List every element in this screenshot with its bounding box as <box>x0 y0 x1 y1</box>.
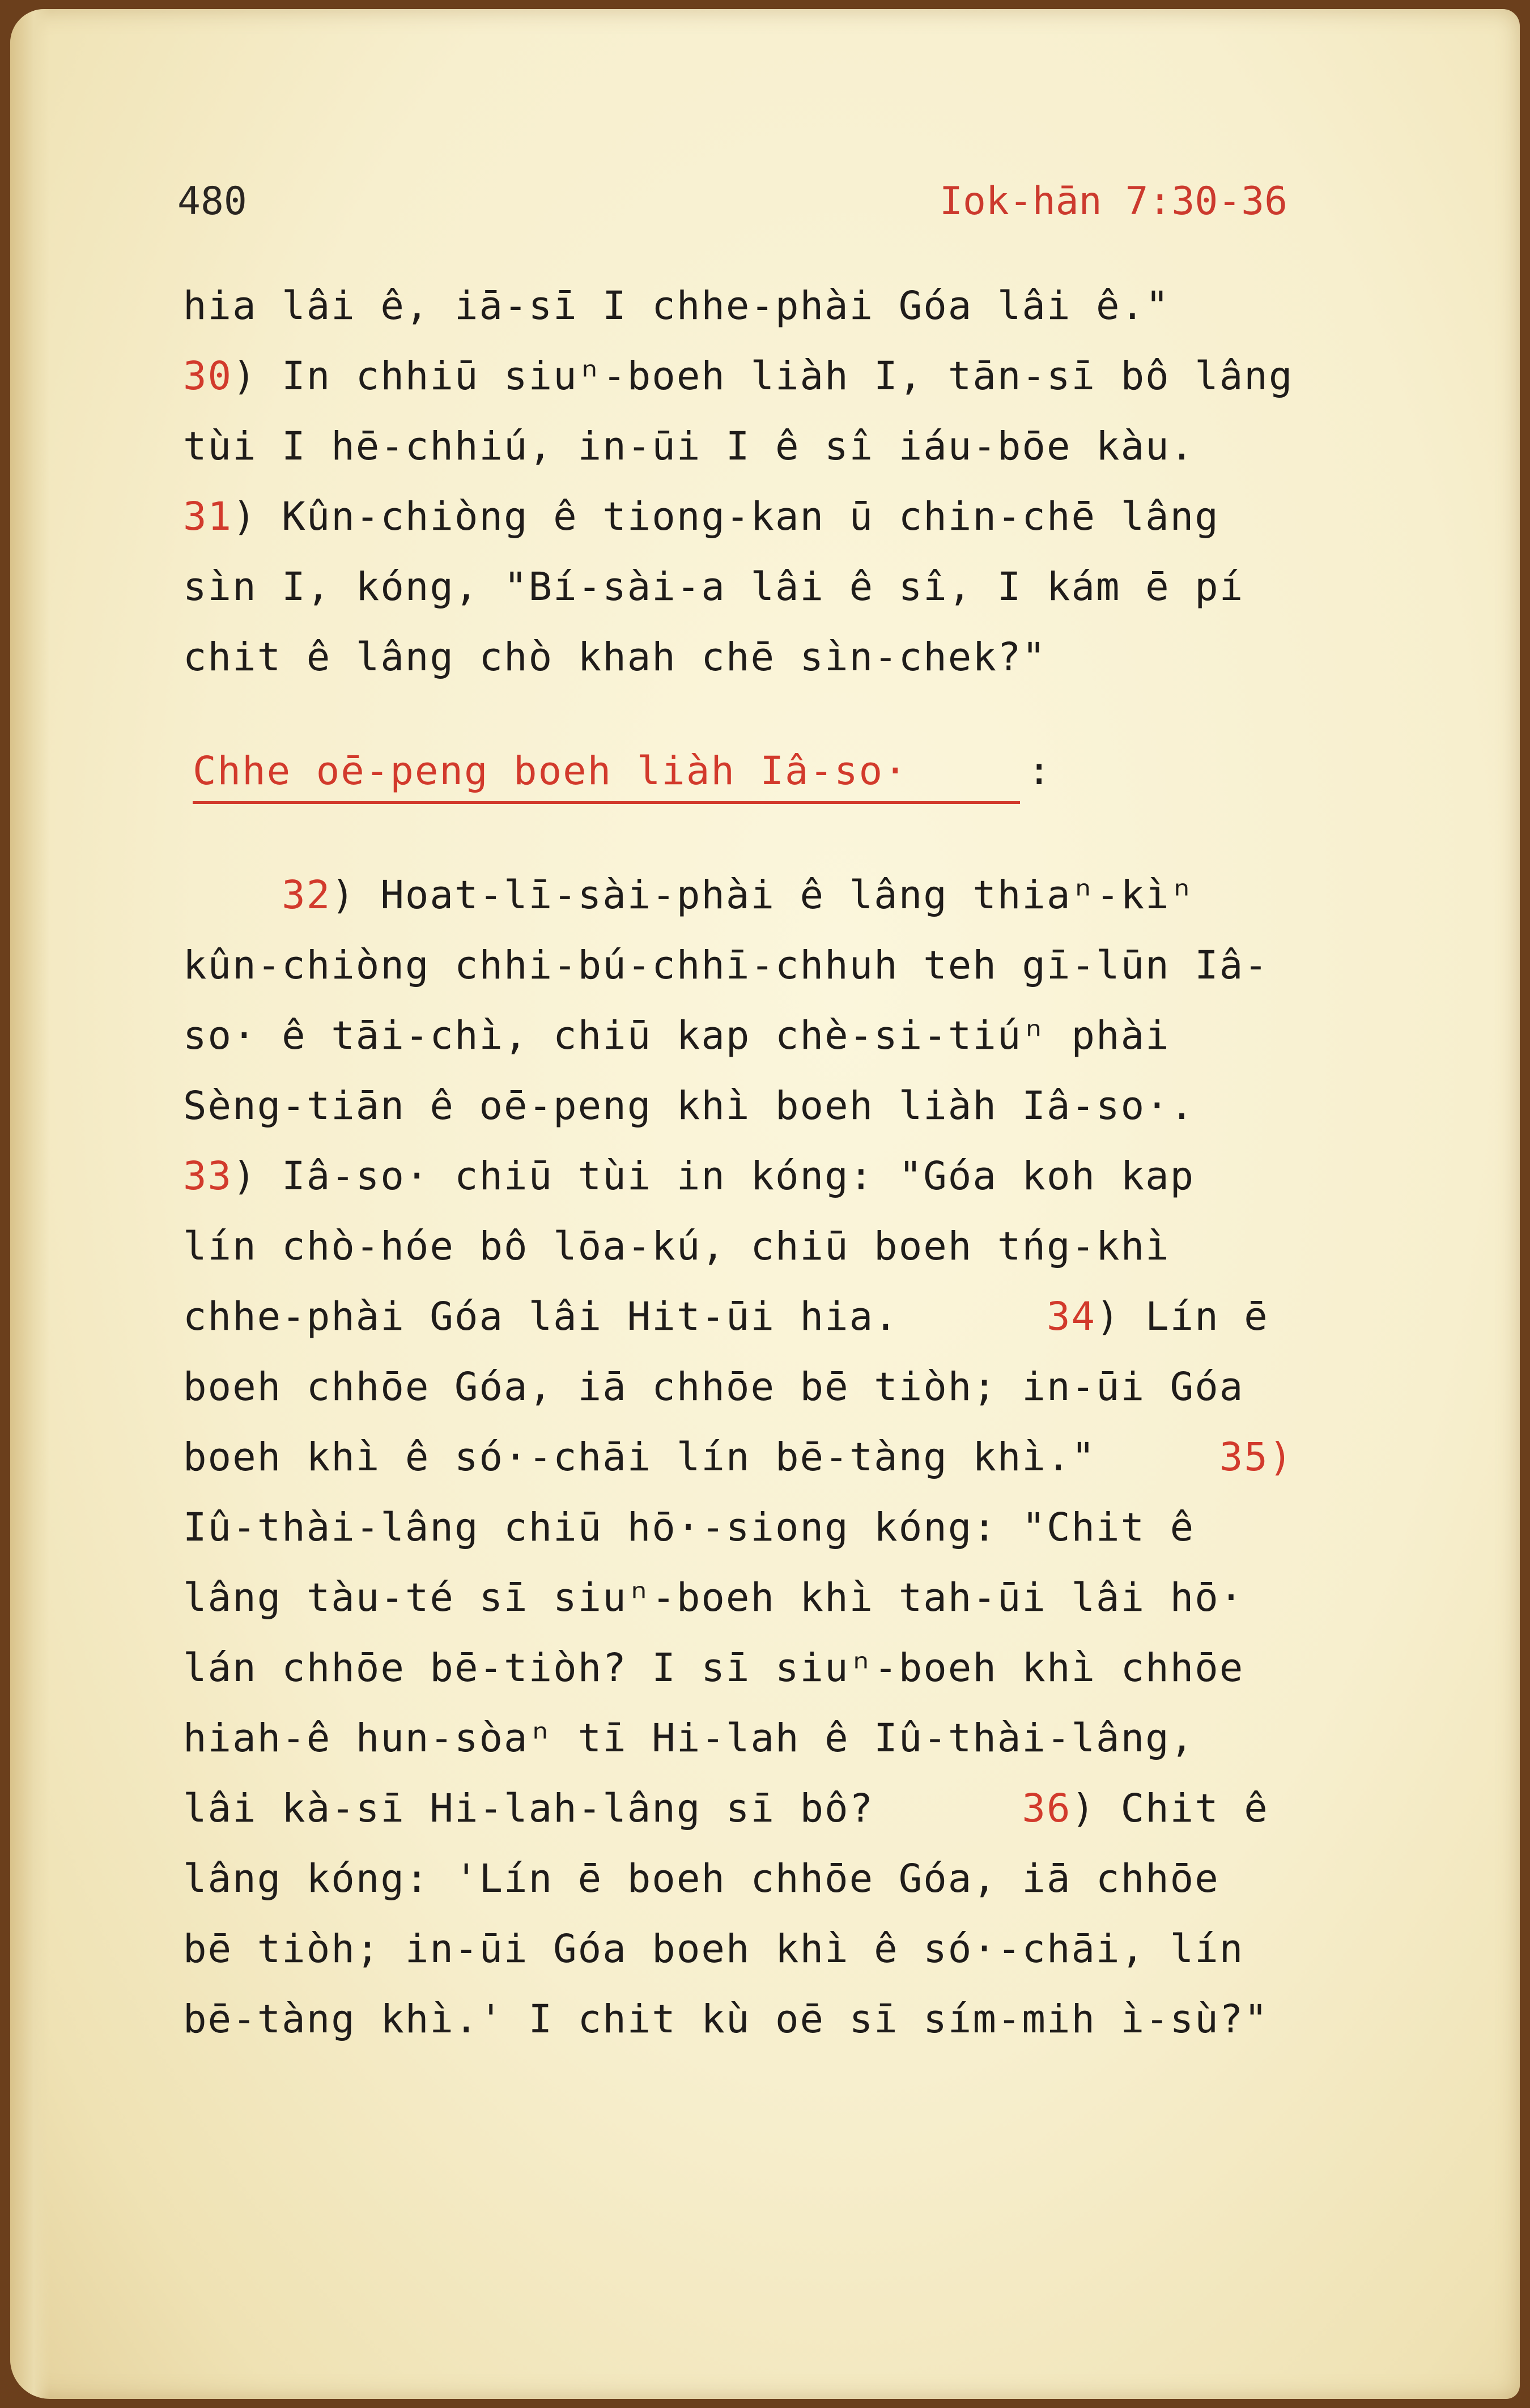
text-line: 31) Kûn-chiòng ê tiong-kan ū chin-chē lâng <box>183 494 1219 539</box>
verse-number: 30 <box>183 354 233 399</box>
section-heading: Chhe oē-peng boeh liàh Iâ-so· <box>193 748 908 794</box>
verse-number: 31 <box>183 494 233 539</box>
line-content: chhe-phài Góa lâi Hit-ūi hia. <box>183 1294 1047 1339</box>
verse-number: 33 <box>183 1154 233 1199</box>
heading-underline <box>193 801 1020 804</box>
text-line: so· ê tāi-chì, chiū kap chè-si-tiúⁿ phài <box>183 1013 1170 1058</box>
text-line: sìn I, kóng, "Bí-sài-a lâi ê sî, I kám ē pí <box>183 564 1244 610</box>
text-line <box>183 1292 1269 1342</box>
page-number: 480 <box>177 179 247 224</box>
text-line: 33) Iâ-so· chiū tùi in kóng: "Góa koh kap <box>183 1154 1195 1199</box>
line-content: ) Chit ê <box>1071 1786 1269 1831</box>
page-gutter <box>10 9 50 2399</box>
text-line: bē tiòh; in-ūi Góa boeh khì ê só·-chāi, lín <box>183 1926 1244 1972</box>
text-line <box>183 1784 1269 1833</box>
verse-number: 34 <box>1046 1294 1096 1339</box>
text-line: kûn-chiòng chhi-bú-chhī-chhuh teh gī-lūn Iâ- <box>183 943 1269 988</box>
text-line: lâng tàu-té sī siuⁿ-boeh khì tah-ūi lâi hō· <box>183 1575 1244 1620</box>
text-line: tùi I hē-chhiú, in-ūi I ê sî iáu-bōe kàu. <box>183 424 1195 469</box>
text-line: chit ê lâng chò khah chē sìn-chek?" <box>183 635 1047 680</box>
text-line: lín chò-hóe bô lōa-kú, chiū boeh tńg-khì <box>183 1224 1170 1269</box>
line-content: lâi kà-sī Hi-lah-lâng sī bô? <box>183 1786 1022 1831</box>
text-line: Sèng-tiān ê oē-peng khì boeh liàh Iâ-so·. <box>183 1083 1195 1129</box>
chapter-reference: Iok-hān 7:30-36 <box>940 179 1288 224</box>
line-content: ) Lín ē <box>1096 1294 1269 1339</box>
text-line <box>183 870 1195 920</box>
text-line: lán chhōe bē-tiòh? I sī siuⁿ-boeh khì chhōe <box>183 1645 1244 1691</box>
text-line: hia lâi ê, iā-sī I chhe-phài Góa lâi ê." <box>183 283 1170 329</box>
text-line: hiah-ê hun-sòaⁿ tī Hi-lah ê Iû-thài-lâng, <box>183 1716 1195 1761</box>
book-page <box>10 9 1520 2399</box>
verse-number: 35) <box>1219 1435 1294 1480</box>
verse-number: 36 <box>1022 1786 1072 1831</box>
heading-colon: : <box>1027 748 1051 794</box>
text-line: lâng kóng: 'Lín ē boeh chhōe Góa, iā chhōe <box>183 1856 1219 1901</box>
text-line: 30) In chhiū siuⁿ-boeh liàh I, tān-sī bô lâng <box>183 354 1294 399</box>
text-line: bē-tàng khì.' I chit kù oē sī sím-mih ì-sù?" <box>183 1997 1269 2042</box>
line-content: ) Hoat-lī-sài-phài ê lâng thiaⁿ-kìⁿ <box>331 873 1195 918</box>
text-line: Iû-thài-lâng chiū hō·-siong kóng: "Chit ê <box>183 1505 1195 1550</box>
text-line: boeh khì ê só·-chāi lín bē-tàng khì." 35) <box>183 1435 1294 1480</box>
verse-number: 32 <box>282 873 332 918</box>
text-line: boeh chhōe Góa, iā chhōe bē tiòh; in-ūi Góa <box>183 1364 1244 1410</box>
